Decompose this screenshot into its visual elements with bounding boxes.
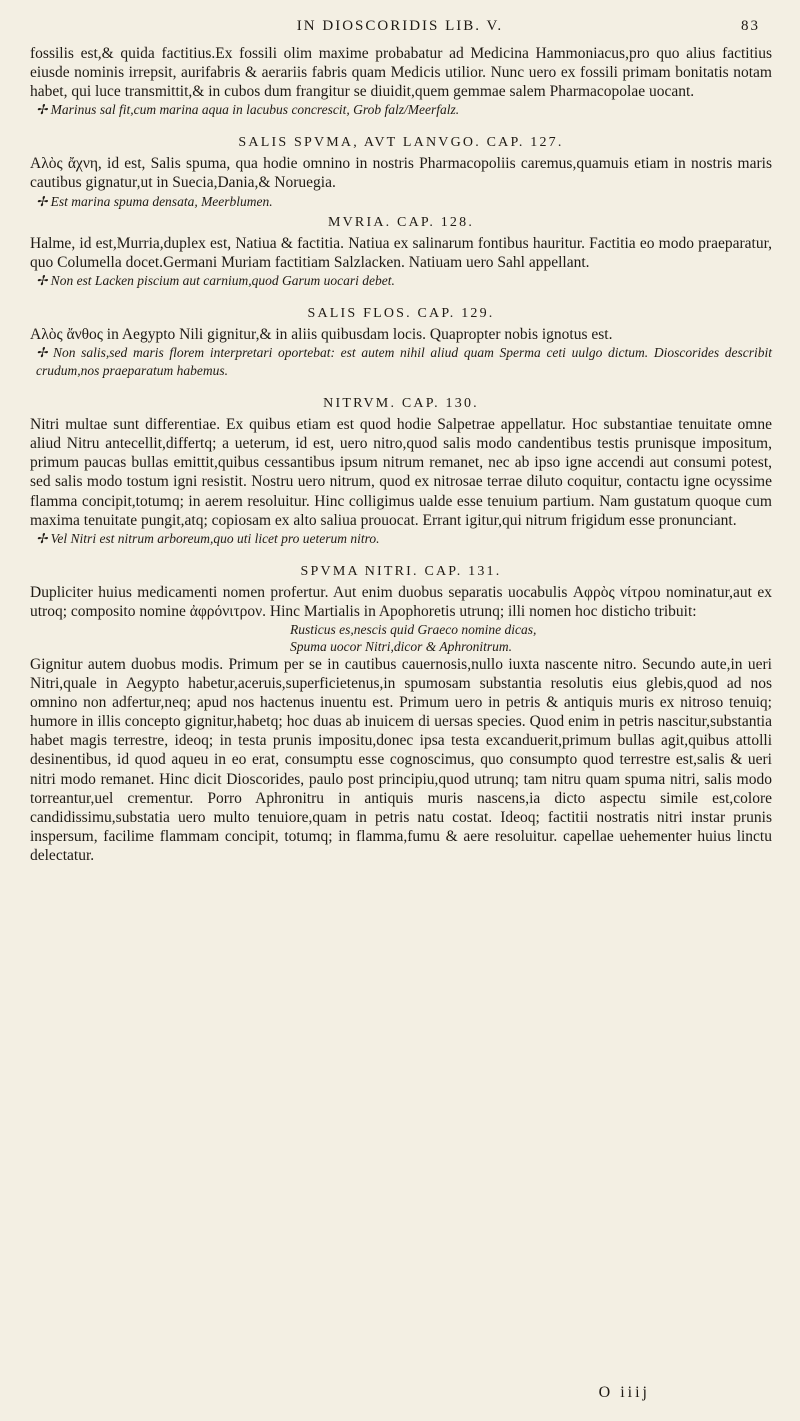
paragraph: Gignitur autem duobus modis. Primum per se in cautibus cauernosis,nullo iuxta nascente nitro. Secundo aute,in ueri Nitri,quale in Aegypto habetur,aceruis,superficietenus,in spumosam substantia resolutis eius glebis,quod ad nos omnino non adfertur,neq; apud nos hactenus inuentu est. Primum uero in petris & antiquis muris ex nitroso tenuiq; humore in illis concepto gignitur,habetq; hoc duas ab inuicem di uersas species. Quod enim in petris nascitur,substantia habet magis terrestre, ideoq; in testa prunis impositu,donec ipsa testa excanduerit,primum bullas agit,quibus attolli desinentibus, id quod aqueu in eo erat, consumptu esse cognoscimus, quo consumpto quod terrestre est,salis & ueri nitri modo remanet. Hinc dicit Dioscorides, paulo post principiu,quod utrunq; tam nitru quam spuma nitri, salis modo torreantur,uel crementur. Porro Aphronitru in antiquis muris nascens,ia dicto aspectu simile est,colore candidissimu,substatia uero multo tenuiore,quam in petris natu costat. Ideoq; factitii nostratis nitri instar prunis inspersum, facilime flammam concipit, totumq; in flamma,fumu & aere resoluitur. capellae uehementer huius linctu delectatur. xyxy=(30,655,772,864)
running-head xyxy=(40,14,760,38)
verse-line: Spuma uocor Nitri,dicor & Aphronitrum. xyxy=(290,638,513,654)
marginal-note: ✢ Est marina spuma densata, Meerblumen. xyxy=(36,193,273,209)
paragraph: fossilis est,& quida factitius.Ex fossili olim maxime probabatur ad Medicina Hammoniacus,pro quo alius factitius eiusde nominis irrepsit, aurifabris & aerariis fabris quam Medicis utilior. Nunc uero ex fossili primam bonitatis notam habet, qui luce transmittit,& in cubos dum frangitur se diuidit,quem gemmae salem Pharmacopolae uocant. xyxy=(30,45,772,101)
paragraph: Halme, id est,Murria,duplex est, Natiua & factitia. Natiua ex salinarum fontibus hauritur. Factitia eo modo praeparatur, quo Columella docet.Germani Muriam factitiam Salzlacken. Natiuam uero Sahl appellant. xyxy=(30,234,772,271)
marginal-note: ✢ Non salis,sed maris florem interpretari oportebat: est autem nihil aliud quam Sperma ceti uulgo dictum. Dioscorides describit crudum,nos praeparatum habemus. xyxy=(36,345,772,379)
marginal-note: ✢ Non est Lacken piscium aut carnium,quod Garum uocari debet. xyxy=(36,272,395,288)
chapter-heading: SPVMA NITRI. CAP. 131. xyxy=(300,563,502,579)
chapter-heading: SALIS SPVMA, AVT LANVGO. CAP. 127. xyxy=(238,135,564,151)
verse-line: Rusticus es,nescis quid Graeco nomine dicas, xyxy=(290,621,537,637)
verse-quotation xyxy=(30,621,772,655)
marginal-note: ✢ Vel Nitri est nitrum arboreum,quo uti licet pro ueterum nitro. xyxy=(36,530,380,546)
chapter-heading: SALIS FLOS. CAP. 129. xyxy=(307,305,495,321)
catchword: O iiij xyxy=(598,1384,650,1401)
running-head-title: IN DIOSCORIDIS LIB. V. xyxy=(296,17,504,34)
paragraph: Αλὸς ἄνθος in Aegypto Nili gignitur,& in aliis quibusdam locis. Quapropter nobis ignotus est. xyxy=(30,325,613,343)
paragraph: Dupliciter huius medicamenti nomen profertur. Aut enim duobus separatis uocabulis Αφρὸς νίτρου nominatur,aut ex utroq; composito nomine ἀφρόνιτρον. Hinc Martialis in Apophoretis utrunq; illi nomen hoc disticho tribuit: xyxy=(30,583,772,620)
marginal-note: ✢ Marinus sal fit,cum marina aqua in lacubus concrescit, Grob falz/Meerfalz. xyxy=(36,102,460,118)
chapter-heading: MVRIA. CAP. 128. xyxy=(327,214,475,230)
paragraph: Nitri multae sunt differentiae. Ex quibus etiam est quod hodie Salpetrae appellatur. Hoc substantiae tenuitate omne aliud Nitru antecellit,differtq; a ueterum, id est, uero nitro,quod salis modo candentibus testis prunisque impositum, primum paucas bullas emittit,quibus cessantibus ipsum nitrum remanet, nec ab ipso igne accendi aut consumi potest, sed salis modo tostum igni resistit. Nostru uero nitrum, quod ex nitrosae terrae diluto coquitur, contactu igne ocyssime flamma concipit,totumq; in aerem resoluitur. Hinc colligimus ualde esse tenuium partium. Nam gustatum quoque cum maxima tenuitate pungit,atq; copiosam ex alto saliua prouocat. Errant igitur,qui nitrum frigidum esse pronunciant. xyxy=(30,416,772,529)
chapter-heading: NITRVM. CAP. 130. xyxy=(323,396,479,412)
body-text xyxy=(30,44,772,865)
paragraph: Αλὸς ἄχνη, id est, Salis spuma, qua hodie omnino in nostris Pharmacopoliis caremus,quamuis etiam in nostris maris cautibus gignatur,ut in Suecia,Dania,& Noruegia. xyxy=(30,155,772,192)
folio-number: 83 xyxy=(741,17,760,34)
